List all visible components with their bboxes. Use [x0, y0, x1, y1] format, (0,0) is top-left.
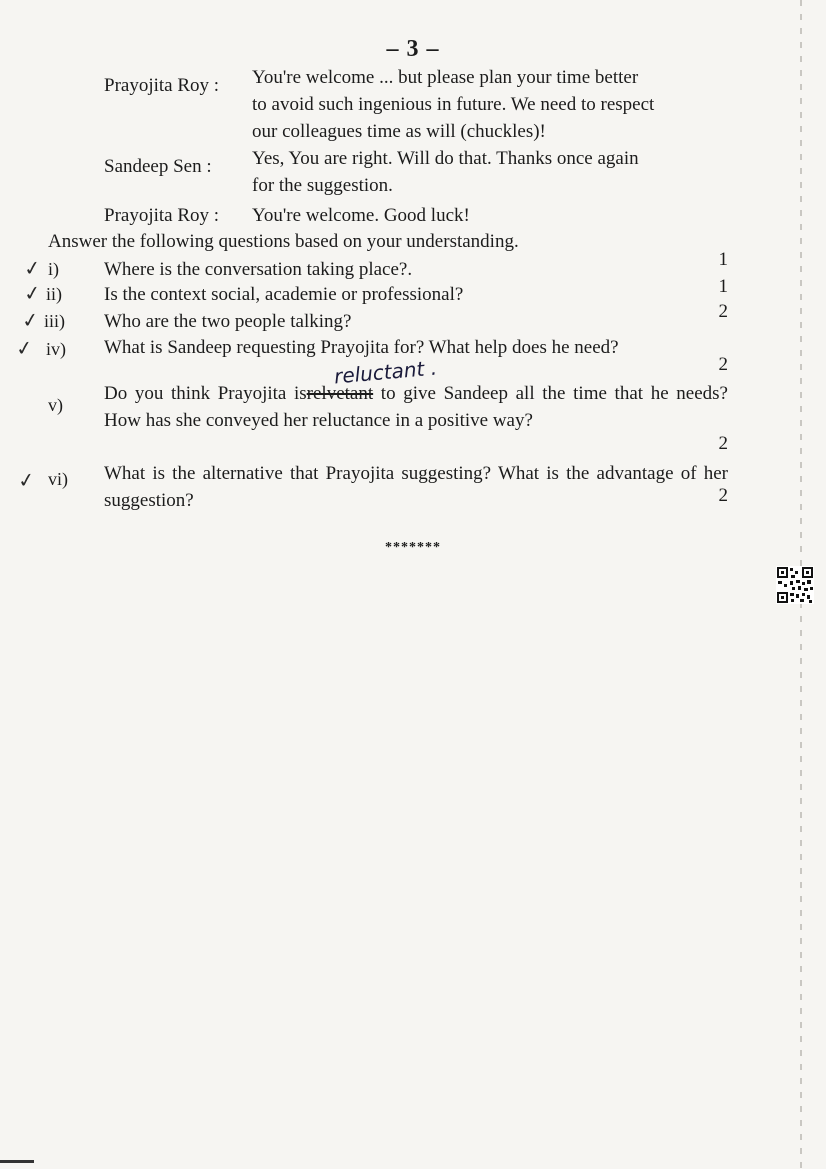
page-corner-mark: [0, 1160, 34, 1163]
dialogue-line: You're welcome. Good luck!: [252, 205, 470, 226]
question-marks: 2: [718, 485, 728, 506]
page-number: – 3 –: [386, 36, 440, 62]
speaker-name: Prayojita Roy :: [104, 75, 220, 96]
question-text-rest: to give Sandeep all the time that he needs? How has she conveyed her reluctance in a positive way?: [104, 383, 728, 431]
check-mark-icon: ✓: [22, 279, 43, 307]
dialogue-entry: [104, 202, 729, 229]
question-text: Where is the conversation taking place?.: [104, 259, 413, 280]
question-number: i): [48, 259, 59, 279]
dialogue-line: to avoid such ingenious in future. We need to respect: [252, 94, 655, 115]
question-text-start: Do you think Prayojita is: [104, 383, 307, 404]
dialogue-line: Yes, You are right. Will do that. Thanks once again: [252, 148, 639, 169]
qr-code-icon: [776, 566, 814, 604]
question-number: v): [48, 395, 63, 415]
speaker-name: Sandeep Sen :: [104, 156, 212, 177]
dialogue-line: for the suggestion.: [252, 175, 393, 196]
dialogue-entry: [104, 145, 729, 199]
question-number: vi): [48, 469, 68, 489]
struck-word: relvetant: [306, 383, 374, 404]
speaker-name: Prayojita Roy :: [104, 205, 220, 226]
question-text: Who are the two people talking?: [104, 311, 352, 332]
check-mark-icon: ✓: [22, 254, 43, 282]
question-marks: 1: [718, 249, 728, 270]
question-marks: 2: [718, 433, 728, 454]
check-mark-icon: ✓: [20, 306, 41, 334]
end-marker: *******: [385, 540, 441, 555]
question-text: Is the context social, academie or professional?: [104, 284, 464, 305]
question-text: [104, 380, 728, 434]
question-marks: 1: [718, 276, 728, 297]
dialogue-line: our colleagues time as will (chuckles)!: [252, 121, 546, 142]
check-mark-icon: ✓: [16, 466, 37, 494]
question-marks: 2: [718, 354, 728, 375]
question-text: What is the alternative that Prayojita suggesting? What is the advantage of her suggestion?: [104, 463, 728, 511]
instruction-text: Answer the following questions based on your understanding.: [48, 231, 519, 252]
check-mark-icon: ✓: [14, 334, 35, 362]
question-text: What is Sandeep requesting Prayojita for? What help does he need?: [104, 337, 619, 358]
dialogue-entry: [104, 64, 729, 145]
question-number: ii): [46, 284, 62, 304]
question-marks: 2: [718, 301, 728, 322]
handwritten-correction: reluctant .: [333, 355, 438, 389]
question-number: iv): [46, 339, 66, 359]
dialogue-line: You're welcome ... but please plan your time better: [252, 67, 639, 88]
question-number: iii): [44, 311, 65, 331]
